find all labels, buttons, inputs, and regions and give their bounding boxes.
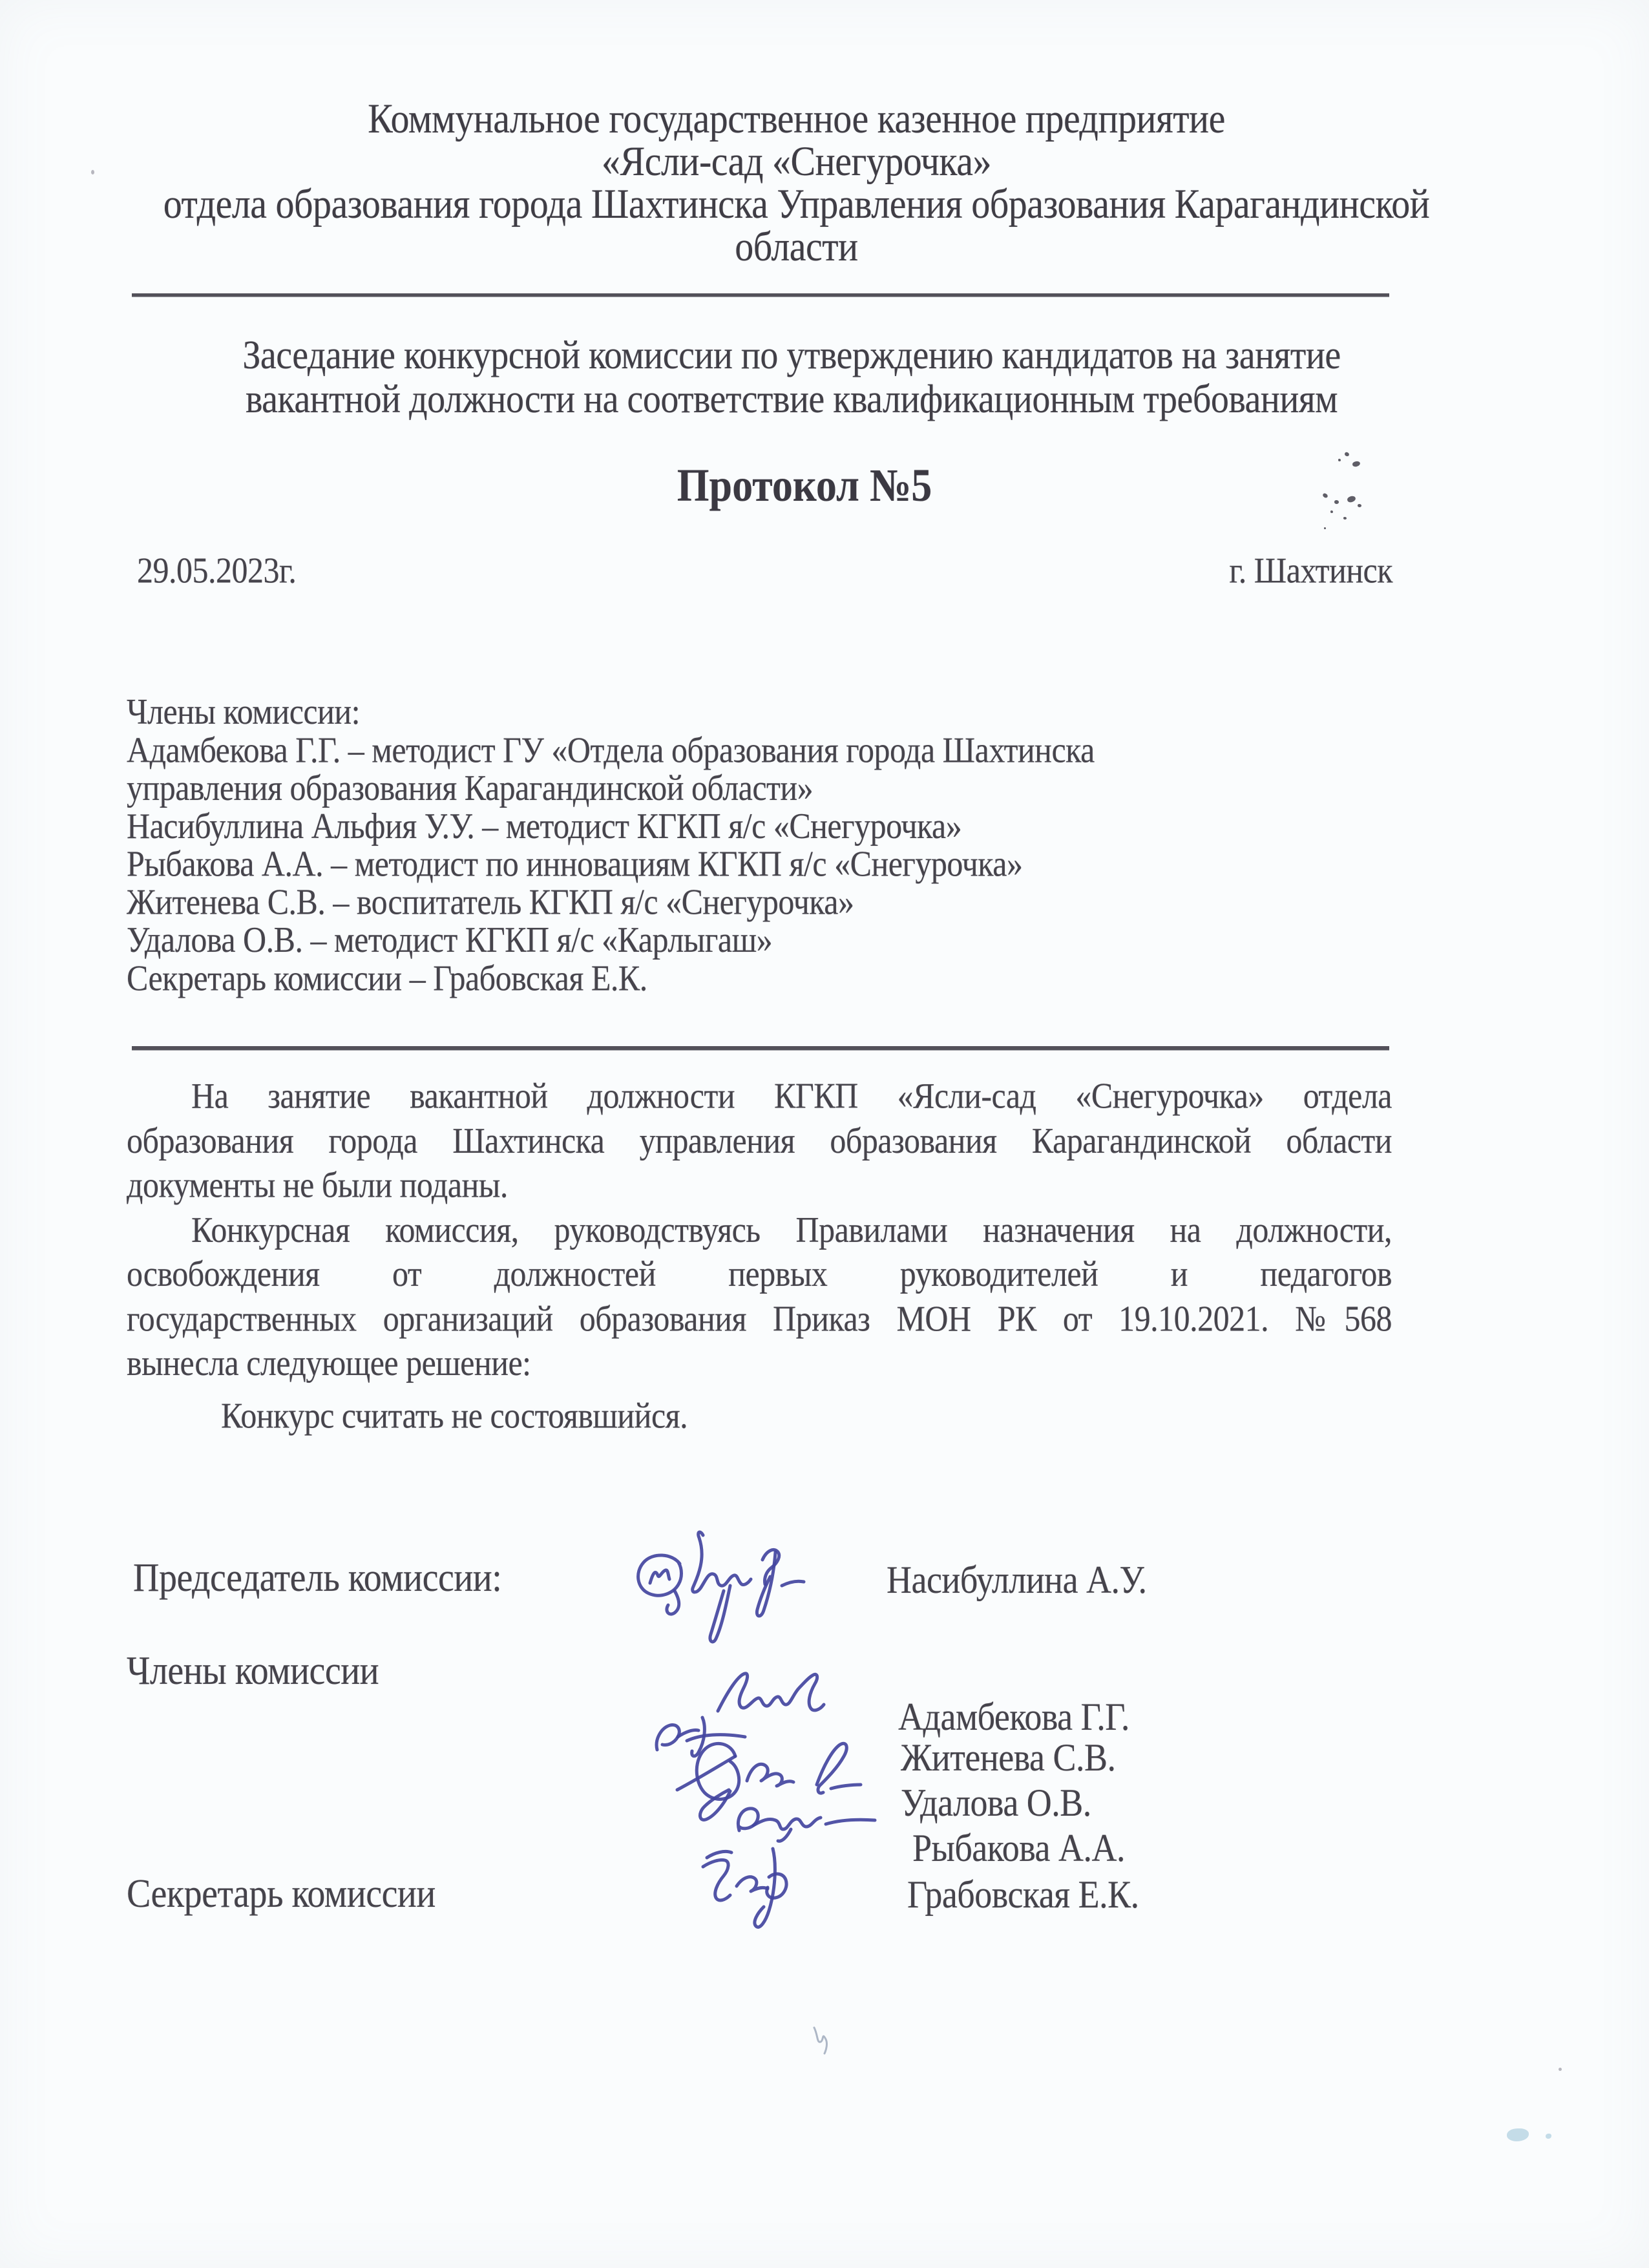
- member-name: Адамбекова Г.Г.: [898, 1695, 1129, 1739]
- org-header-line: отдела образования города Шахтинска Управления образования Карагандинской: [163, 180, 1430, 227]
- document-date: 29.05.2023г.: [137, 550, 297, 591]
- commission-line: Удалова О.В. – методист КГКП я/с «Карлыгаш»: [127, 919, 773, 960]
- scan-blue-speck: [1546, 2134, 1551, 2139]
- org-header-line: области: [735, 222, 858, 270]
- dateline: [137, 549, 1392, 591]
- org-header-line: Коммунальное государственное казенное предприятие: [368, 94, 1225, 142]
- commission-line: Члены комиссии:: [127, 691, 360, 732]
- meeting-title-line: Заседание конкурсной комиссии по утверждению кандидатов на занятие: [242, 332, 1341, 378]
- decision-line: Конкурс считать не состоявшийся.: [221, 1395, 688, 1436]
- commission-line: Рыбакова А.А. – методист по инновациям КГКП я/с «Снегурочка»: [127, 843, 1023, 884]
- scan-squiggle: [809, 2024, 832, 2056]
- scan-blue-blob: [1507, 2128, 1529, 2141]
- members-label: Члены комиссии: [127, 1648, 379, 1694]
- member-name: Удалова О.В.: [901, 1781, 1091, 1825]
- secretary-label: Секретарь комиссии: [127, 1871, 436, 1916]
- body-paragraphs: [127, 1074, 1392, 1385]
- commission-line: управления образования Карагандинской области»: [127, 767, 814, 808]
- chair-name: Насибуллина А.У.: [887, 1558, 1147, 1602]
- horizontal-rule-middle: [132, 1046, 1389, 1050]
- paragraph-line: документы не были поданы.: [127, 1164, 508, 1205]
- commission-line: Адамбекова Г.Г. – методист ГУ «Отдела образования города Шахтинска: [127, 729, 1095, 770]
- protocol-number-title: Протокол №5: [677, 459, 932, 511]
- secretary-name: Грабовская Е.К.: [907, 1873, 1139, 1916]
- org-header: [145, 94, 1447, 270]
- org-header-line: «Ясли-сад «Снегурочка»: [602, 137, 991, 185]
- horizontal-rule-top: [132, 293, 1389, 297]
- commission-line: Секретарь комиссии – Грабовская Е.К.: [127, 957, 647, 998]
- meeting-title: [145, 333, 1438, 422]
- scan-dot: [1559, 2068, 1562, 2071]
- commission-line: Насибуллина Альфия У.У. – методист КГКП я/с «Снегурочка»: [127, 805, 962, 846]
- member-name: Рыбакова А.А.: [912, 1826, 1125, 1870]
- ink-specks: [1315, 445, 1376, 532]
- commission-members-list: [127, 693, 1419, 996]
- meeting-title-line: вакантной должности на соответствие квалификационным требованиям: [245, 377, 1338, 422]
- paragraph-line: вынесла следующее решение:: [127, 1342, 531, 1383]
- scan-dot: [91, 170, 94, 174]
- paragraph-line: На занятие вакантной должности КГКП «Ясли-сад «Снегурочка» отдела: [191, 1075, 1392, 1116]
- signature-nasibullina-ink: [628, 1529, 825, 1652]
- chair-label: Председатель комиссии:: [133, 1555, 502, 1601]
- document-city: г. Шахтинск: [1229, 550, 1392, 591]
- commission-line: Житенева С.В. – воспитатель КГКП я/с «Снегурочка»: [127, 881, 854, 922]
- paragraph-line: образования города Шахтинска управления образования Карагандинской области: [127, 1120, 1392, 1160]
- member-name: Житенева С.В.: [901, 1736, 1116, 1780]
- paragraph-line: государственных организаций образования Приказ МОН РК от 19.10.2021. №568: [127, 1297, 1392, 1339]
- paragraph-line: Конкурсная комиссия, руководствуясь Правилами назначения на должности,: [191, 1208, 1392, 1250]
- paragraph-line: освобождения от должностей первых руководителей и педагогов: [127, 1253, 1392, 1294]
- signature-grabovskaya-ink: [697, 1838, 810, 1938]
